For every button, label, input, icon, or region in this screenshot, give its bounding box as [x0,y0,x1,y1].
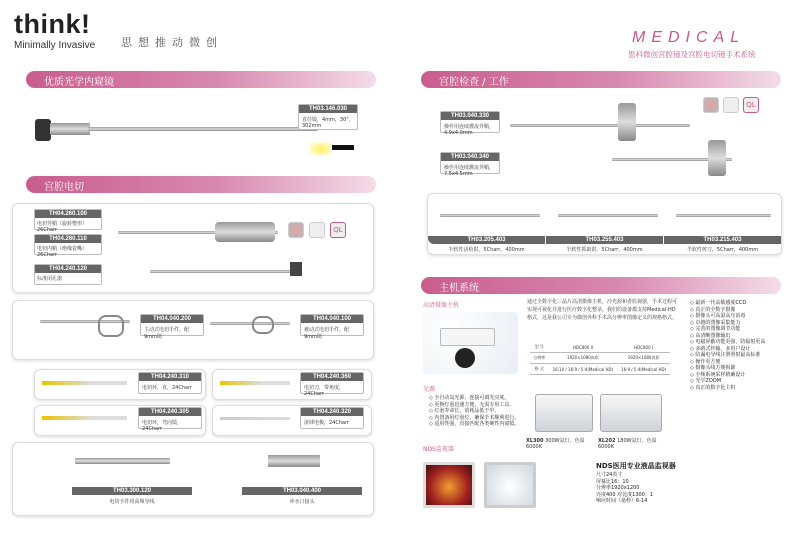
item-code: TH04.240.120 [35,265,101,273]
feature-item-2: ◇ 摄像头可高温高压消毒 [690,313,746,319]
light-feature-item-1: ◇ 更换灯泡迅速方便，无需专用工具。 [429,401,515,408]
electrode-loop-image [42,381,127,385]
light-feature-list [423,395,528,428]
light-model-0-name: XL300 [526,438,544,444]
light-feature-item-4: ◇ 适用性强，直接匹配各类硬性内窥镜。 [429,421,520,427]
item-desc: 冲水口接头 [289,499,315,505]
autoclave-icon [723,97,739,113]
light-model-0 [526,437,596,450]
feature-item-4: ◇ 完善的图像调节功能 [690,326,741,332]
camera-console [440,328,495,346]
hf-cable-image [75,458,170,464]
camera-intro: 通过全数字化三晶片高清摄像主机，冷光源和者监视器，手术过程可实现可视化并进行医疗数字化整录。我们的设备都支持Medical-HD格式，这是我公司专为微创外科手术高分辨率图像定义的规格格式。 [527,299,678,321]
light-model-1 [598,437,668,450]
brand-tagline: Minimally Invasive [14,40,96,51]
monitor-screen-0 [426,465,472,505]
spec-header-0: 型 号 [530,342,549,353]
item-code: TH04.240.320 [301,408,363,416]
monitor-image-1 [484,462,536,508]
camera-head [455,348,475,368]
monitor-title: NDS监视器 [423,446,454,453]
spec-header-1: HDC800 II [549,342,618,353]
electrode-item-1 [300,372,364,397]
item-code: TH04.240.310 [139,373,201,381]
brand-logo: think! [14,9,91,39]
light-cable [332,145,354,150]
section-title-hysteroscopy: 宫腔检查 / 工作 [439,77,509,88]
sheath-valve-image [215,222,275,242]
optics-spec-box [298,104,358,130]
ql-icon: QL [743,97,759,113]
item-desc: 滚球电极，24Charr [304,420,350,426]
monitor-spec-item-0: 尺寸24英寸 [596,472,623,478]
item-desc: 电切刀，带角度，24Charr [304,385,345,397]
light-beam-icon [310,142,332,156]
item-code: TH04.240.305 [139,408,201,416]
section-bar-resection [26,176,376,193]
cable-item-0 [72,487,192,505]
item-code: TH04.260.100 [35,210,101,218]
item-desc: 电切环，弯向镜，24Charr [142,420,183,432]
item-desc: 电切内鞘（绝缘瓷嘴）26Charr [37,246,88,258]
spec-header-2: HDC800 I [617,342,670,353]
lens-icon [703,97,719,113]
cable-item-1 [242,487,362,505]
obturator-handle [290,262,302,276]
ql-icon: QL [330,222,346,238]
light-model-0-desc: 300W氙灯，色温6000K [526,438,585,450]
item-desc: 电切环，直，24Charr [142,385,193,391]
monitor-screen-1 [487,465,533,505]
section-bar-host [421,277,781,294]
optics-code: TH03.146.030 [299,105,357,113]
feature-item-5: ◇ 高清晰图像输出 [690,332,731,339]
optics-desc: 直径镜，4mm，30°，302mm [302,117,354,129]
scope-eyepiece [35,119,51,141]
section-title-host: 主机系统 [439,283,479,294]
spec-row-0-b: 1920×1080真彩 [617,353,670,364]
electrode-curved-image [42,416,127,420]
active-handle-ring [98,315,124,337]
light-model-1-name: XL202 [598,438,616,444]
light-feature-item-2: ◇ 灯泡寿命长，消耗品低于中。 [429,408,500,414]
spec-row-1-label: 格 式 [530,364,549,375]
sheath-item-1 [440,152,500,177]
scope-body [50,123,90,135]
item-desc: 被动式电切手件，配9mm镜 [304,327,350,340]
light-feature-item-3: ◇ 内置备用灯泡灯，确保手术顺利进行。 [429,414,520,421]
item-desc: 操作用连续灌流外鞘，4.9x4.0mm [444,124,495,136]
handle-item-0 [140,314,204,340]
obturator-image [150,270,300,273]
feature-item-10: ◇ 摄像头线方便拆卸 [690,365,736,371]
lens-icon [288,222,304,238]
item-desc: 电切外鞘（旋转整形）26Charr [37,221,88,233]
feature-item-8: ◇ 防漏电导线注册照射最高标准 [690,352,761,358]
item-code: TH04.040.200 [141,315,203,323]
spec-row-1-a: 16:10 / 16:9 / 5:4(Medical HD) [549,364,618,375]
sheath-330-valve [618,103,636,141]
feature-list [684,300,794,391]
feature-item-3: ◇ 卓越的图像采集能力 [690,319,741,326]
feature-item-12: ◇ 光学ZOOM [690,378,722,384]
resection-item-1 [34,234,102,258]
biopsy-forceps-image [440,214,540,217]
grasping-forceps-image [558,214,658,217]
instrument-desc-2: 半软性剪刀，5Charr，400mm [686,247,759,253]
electrode-ball-image [220,417,290,420]
monitor-name: NDS医用专业液晶监视器 [596,462,676,470]
monitor-image-0 [423,462,475,508]
electrode-item-2 [138,407,202,432]
medical-subtitle: 思科微创宫腔镜及宫腔电切镜手术系统 [628,50,756,59]
item-desc: 电切手件用高频导线 [109,499,155,505]
sheath-item-0 [440,111,500,136]
spec-row-0-label: 分辨率 [530,353,549,364]
passive-handle-image [210,322,290,325]
connector-image [268,455,320,467]
feature-item-7: ◇ 多路式传输，多用户设计 [690,345,751,352]
item-code: TH03.040.340 [441,153,499,161]
camera-title: 高清摄像主机 [423,302,460,309]
monitor-spec-item-4: 响应时间（毫秒）6-14 [596,498,648,504]
brand-slogan: 思想推动微创 [121,36,223,49]
section-bar-hysteroscopy [421,71,781,88]
light-feature-item-0: ◇ 全自动氙光源，连接可调光亮度。 [429,395,510,401]
resection-item-2 [34,264,102,285]
monitor-spec-item-1: 屏幕比16：10 [596,478,629,485]
spec-row-1-b: 16:9 / 5:4(Medical HD) [617,364,670,375]
instrument-desc-1: 半软性抓取钳，5Charr，400mm [566,247,643,253]
monitor-spec-item-3: 亮度400 对比度1300：1 [596,491,654,498]
feature-item-9: ◇ 操作更方便 [690,358,721,365]
item-desc: 标准闭孔器 [37,276,63,282]
sheath-330-image [510,124,690,127]
autoclave-icon [309,222,325,238]
section-bar-optics [26,71,376,88]
scope-shaft [88,127,318,131]
feature-item-11: ◇ 全频系统采样精确设计 [690,371,746,378]
medical-title: MEDICAL [632,29,746,46]
resection-item-0 [34,209,102,233]
item-code: TH03.300.120 [72,487,192,495]
section-title-optics: 优质光学内窥镜 [44,77,114,88]
feature-item-13: ◇ 真正的数字化主机 [690,384,736,391]
electrode-item-0 [138,372,202,394]
section-title-resection: 宫腔电切 [44,182,84,193]
item-code: TH04.240.360 [301,373,363,381]
item-desc: 主动式电切手件，配9mm镜 [144,327,190,340]
item-code: TH04.040.100 [301,315,363,323]
light-model-1-desc: 180W氙灯，色温6000K [598,438,657,450]
instrument-code-1: TH03.255.403 [546,236,663,244]
feature-item-6: ◇ 电磁屏蔽功能更强，防辐射更高 [690,339,766,345]
item-code: TH03.040.330 [441,112,499,120]
feature-item-1: ◇ 真正的全数字摄像 [690,306,736,313]
spec-row-0-a: 1920×1080真彩 [549,353,618,364]
electrode-knife-image [220,381,290,385]
spec-table [530,342,670,375]
light-source-xl300 [535,394,593,432]
item-desc: 操作用连续灌流外鞘，7.5x4.5mm [444,165,495,177]
instrument-desc-0: 半软性活检钳，5Charr，400mm [448,247,525,253]
sheath-340-valve [708,140,726,176]
passive-handle-ring [252,316,274,334]
feature-item-0: ◇ 最新一代高敏感度CCD [690,300,747,306]
monitor-spec-list [596,472,716,505]
instrument-code-0: TH03.205.403 [428,236,545,244]
scissors-image [676,214,771,217]
instrument-code-2: TH03.215.403 [664,236,781,244]
item-code: TH04.260.110 [35,235,101,243]
light-source-xl202 [600,394,662,432]
light-title: 光源 [423,386,436,393]
handle-item-1 [300,314,364,340]
item-code: TH03.040.400 [242,487,362,495]
monitor-spec-item-2: 分辨率1920x1200 [596,485,640,491]
electrode-item-3 [300,407,364,429]
